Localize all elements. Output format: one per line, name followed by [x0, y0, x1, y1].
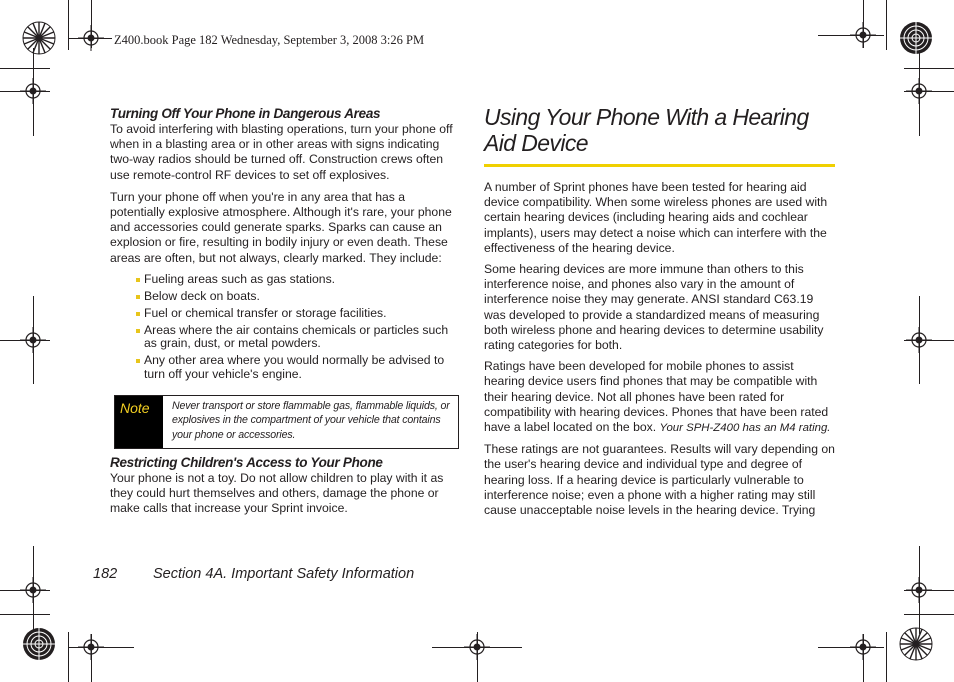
list-item: Below deck on boats. [136, 290, 463, 303]
registration-mark-icon [850, 22, 876, 48]
paragraph [484, 359, 836, 436]
registration-mark-icon [850, 634, 876, 660]
list-item: Fuel or chemical transfer or storage facilities. [136, 307, 463, 320]
list-item: Areas where the air contains chemicals or particles such as grain, dust, or metal powders. [136, 324, 463, 351]
section-heading-children-access: Restricting Children's Access to Your Phone [110, 455, 383, 471]
registration-mark-icon [20, 78, 46, 104]
paragraph: Your phone is not a toy. Do not allow children to play with it as they could hurt themselves and others, damage the phone or make calls that increase your Sprint invoice. [110, 471, 444, 516]
registration-mark-icon [78, 25, 104, 51]
crop-line [68, 0, 69, 50]
registration-mark-icon [906, 577, 932, 603]
crop-line [886, 0, 887, 50]
rating-statement: Your SPH-Z400 has an M4 rating. [659, 422, 831, 435]
registration-mark-icon [20, 327, 46, 353]
crop-line [886, 632, 887, 682]
paragraph: A number of Sprint phones have been tested for hearing aid device compatibility. When some wireless phones are used with certain hearing devices (including hearing aids and cochlear implants), users may detect a noise which can interfere with the effectiveness of the hearing device. [484, 180, 828, 255]
note-label: Note [115, 396, 163, 448]
bullet-list [110, 273, 463, 381]
crop-line [0, 614, 50, 615]
right-column [484, 104, 836, 524]
note-box [114, 395, 459, 449]
page-number: 182 [93, 566, 118, 582]
paragraph: To avoid interfering with blasting operations, turn your phone off when in a blasting area or in other areas with signs indicating two-way radios should be turned off. Construction crews often use remote-control RF devices to set off explosives. [110, 122, 453, 182]
star-target-icon [899, 21, 933, 55]
list-item: Fueling areas such as gas stations. [136, 273, 463, 286]
title-underline [484, 164, 835, 167]
registration-mark-icon [464, 634, 490, 660]
section-title: Using Your Phone With a Hearing Aid Device [484, 104, 809, 156]
registration-mark-icon [906, 78, 932, 104]
star-target-icon [22, 21, 56, 55]
star-target-icon [899, 627, 933, 661]
section-footer: Section 4A. Important Safety Information [153, 566, 415, 582]
paragraph-text: Ratings have been developed for mobile phones to assist hearing device users find phones that may be compatible with their hearing device. Not all phones have been rated for compatibility with hearing devices. Phones that have been rated have a label located on the box. [484, 359, 829, 435]
left-column [110, 106, 463, 524]
crop-line [0, 68, 50, 69]
note-text: Never transport or store flammable gas, flammable liquids, or explosives in the compartment of your vehicle that contains your phone or accessories. [172, 400, 450, 441]
paragraph: Turn your phone off when you're in any area that has a potentially explosive atmosphere. Although it's rare, your phone and accessories could generate sparks. Sparks can cause an explosion or fire, resulting in bodily injury or even death. These areas are often, but not always, clearly marked. They include: [110, 189, 452, 265]
print-info-header: Z400.book Page 182 Wednesday, September 3, 2008 3:26 PM [114, 33, 425, 47]
list-item: Any other area where you would normally be advised to turn off your vehicle's engine. [136, 354, 463, 381]
paragraph: Some hearing devices are more immune than others to this interference noise, and phones also vary in the amount of interference noise they may generate. ANSI standard C63.19 was developed to provide a standardized means of measuring both wireless phone and hearing devices to determine usability rating categories for both. [484, 262, 824, 353]
section-heading-dangerous-areas: Turning Off Your Phone in Dangerous Areas [110, 106, 381, 121]
crop-line [904, 614, 954, 615]
registration-mark-icon [906, 327, 932, 353]
crop-line [904, 68, 954, 69]
star-target-icon [22, 627, 56, 661]
crop-line [68, 632, 69, 682]
paragraph: These ratings are not guarantees. Results will vary depending on the user's hearing device and individual type and degree of hearing loss. If a hearing device is particularly vulnerable to interference noise; even a phone with a higher rating may still cause unacceptable noise levels in the hearing device. Trying [484, 442, 835, 518]
registration-mark-icon [20, 577, 46, 603]
registration-mark-icon [78, 634, 104, 660]
